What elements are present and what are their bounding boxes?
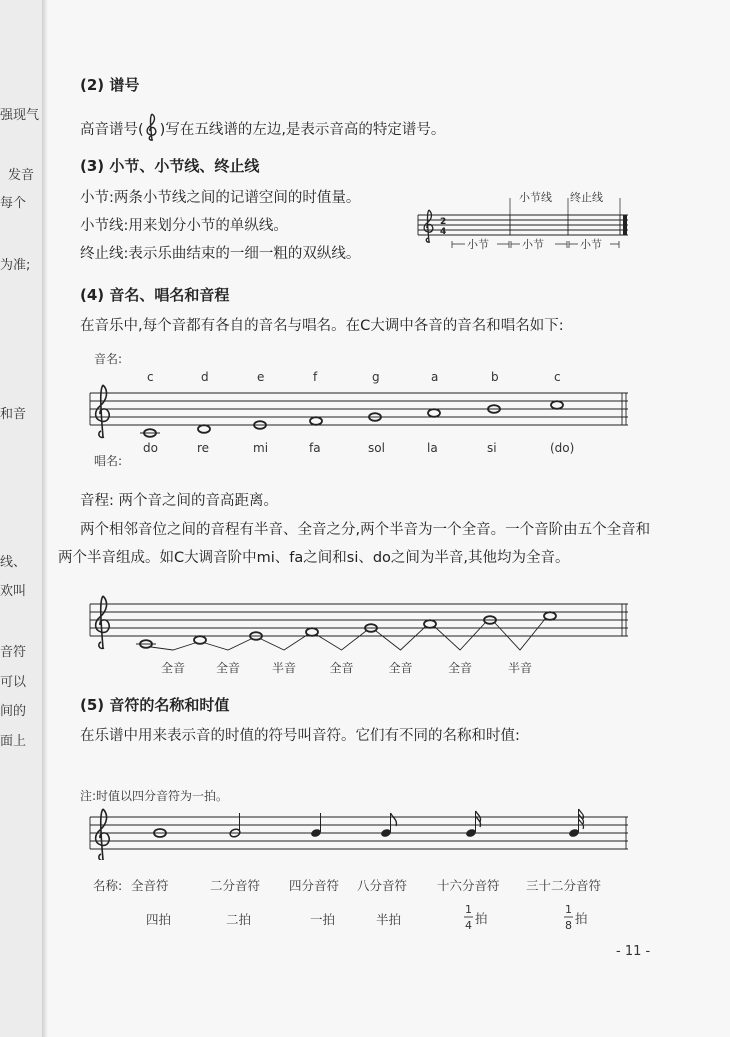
facing-page-text: 每个 [0,196,27,211]
step-label: 半音 [272,661,297,675]
interval-paragraph-2: 两个半音组成。如C大调音阶中mi、fa之间和si、do之间为半音,其他均为全音。 [58,550,570,566]
solfege-name: sol [368,441,385,455]
note-name-whole: 全音符 [131,878,169,893]
solfege-name: mi [253,441,269,455]
solfege-name: re [197,441,210,455]
solfege-name: si [487,441,497,455]
note-names-staff [80,345,640,470]
clef-description [80,115,445,145]
step-connector [317,631,366,650]
step-label: 全音 [448,661,473,675]
whole-note [306,628,318,636]
interval-definition: 音程: 两个音之间的音高距离。 [80,493,278,509]
note-name: a [431,370,439,384]
whole-note [194,636,206,644]
measure-label: 小节 [522,238,544,251]
sixteenth-note [465,811,480,838]
thirty-second-note [568,809,583,838]
step-connector [261,635,307,650]
beats-thirty-second [560,901,600,935]
note-names-label: 名称: [93,878,123,893]
solfege-name: do [143,441,158,455]
measure-label: 小节 [580,238,602,251]
scale-steps-staff [80,592,640,684]
section-heading-measure: (3) 小节、小节线、终止线 [80,157,260,175]
note-name-eighth: 八分音符 [357,878,408,893]
beats-sixteenth [460,901,500,935]
treble-clef-icon [144,112,160,142]
final-barline-definition: 终止线:表示乐曲结束的一细一粗的双纵线。 [80,246,361,262]
step-connector [205,639,251,650]
measure-label: 小节 [467,238,489,251]
beats-eighth: 半拍 [376,912,402,927]
measure-diagram [412,186,634,258]
label-barline: 小节线 [519,191,552,204]
fraction-denominator: 4 [465,919,472,932]
note-values-staff [80,800,640,860]
note-name: f [313,370,318,384]
step-label: 全音 [216,661,241,675]
whole-note [310,417,322,425]
facing-page-edge [0,0,45,1037]
note-name: b [491,370,499,384]
facing-page-text: 间的 [0,704,27,719]
note-values-remark: 注:时值以四分音符为一拍。 [80,789,229,803]
facing-page-text: 强现气 [0,108,40,123]
time-signature-top: 2 [440,217,447,227]
facing-page-text: 为准; [0,258,31,273]
fraction-denominator: 8 [565,919,572,932]
whole-note [198,425,210,433]
beats-whole: 四拍 [146,912,172,927]
pitch-intro: 在音乐中,每个音都有各自的音名与唱名。在C大调中各音的音名和唱名如下: [80,318,564,334]
note-names-notes [140,370,574,455]
measure-definition: 小节:两条小节线之间的记谱空间的时值量。 [80,190,361,206]
step-connector [151,643,195,650]
step-connector [435,623,485,650]
note-values-intro: 在乐谱中用来表示音的时值的符号叫音符。它们有不同的名称和时值: [80,728,520,744]
section-heading-note-values: (5) 音符的名称和时值 [80,696,230,714]
barline-definition: 小节线:用来划分小节的单纵线。 [80,218,288,234]
whole-note [428,409,440,417]
note-name: d [201,370,209,384]
step-connector [495,619,545,650]
note-name-quarter: 四分音符 [289,878,340,893]
note-name-sixteenth: 十六分音符 [437,878,500,893]
interval-paragraph-1: 两个相邻音位之间的音程有半音、全音之分,两个半音为一个全音。一个音阶由五个全音和 [80,522,651,538]
section-heading-pitch: (4) 音名、唱名和音程 [80,286,230,304]
solfege-label: 唱名: [94,454,123,468]
book-gutter [42,0,48,1037]
clef-text-after: )写在五线谱的左边,是表示音高的特定谱号。 [159,122,446,138]
page-number: - 11 - [616,944,651,959]
step-label: 半音 [508,661,533,675]
whole-note [544,612,556,620]
clef-text-before: 高音谱号( [80,122,144,138]
whole-note [424,620,436,628]
scale-steps-notes [136,612,556,675]
solfege-name: fa [309,441,321,455]
fraction-numerator: 1 [465,903,472,916]
solfege-name: la [427,441,438,455]
facing-page-text: 面上 [0,734,27,749]
fraction-unit: 拍 [475,911,488,926]
note-name-thirty-second: 三十二分音符 [526,878,602,893]
step-label: 全音 [161,661,186,675]
note-name-half: 二分音符 [210,878,261,893]
facing-page-text: 线、 [0,555,27,570]
note-name-label: 音名: [94,352,123,366]
step-label: 全音 [388,661,413,675]
time-signature-bottom: 4 [440,227,447,237]
solfege-name: (do) [550,441,575,455]
facing-page-text: 和音 [0,407,27,422]
note-name: c [554,370,561,384]
note-name: e [257,370,265,384]
whole-note [551,401,563,409]
note-name: c [147,370,154,384]
note-name: g [372,370,380,384]
facing-page-text: 音符 [0,645,27,660]
fraction-unit: 拍 [575,911,588,926]
step-connector [376,627,425,650]
facing-page-text: 可以 [0,675,27,690]
facing-page-text: 发音 [8,168,35,183]
facing-page-text: 欢叫 [0,584,27,599]
label-final-barline: 终止线 [570,191,603,204]
beats-half: 二拍 [226,912,252,927]
section-heading-clef: (2) 谱号 [80,76,140,94]
beats-quarter: 一拍 [310,912,336,927]
fraction-numerator: 1 [565,903,572,916]
step-label: 全音 [329,661,354,675]
